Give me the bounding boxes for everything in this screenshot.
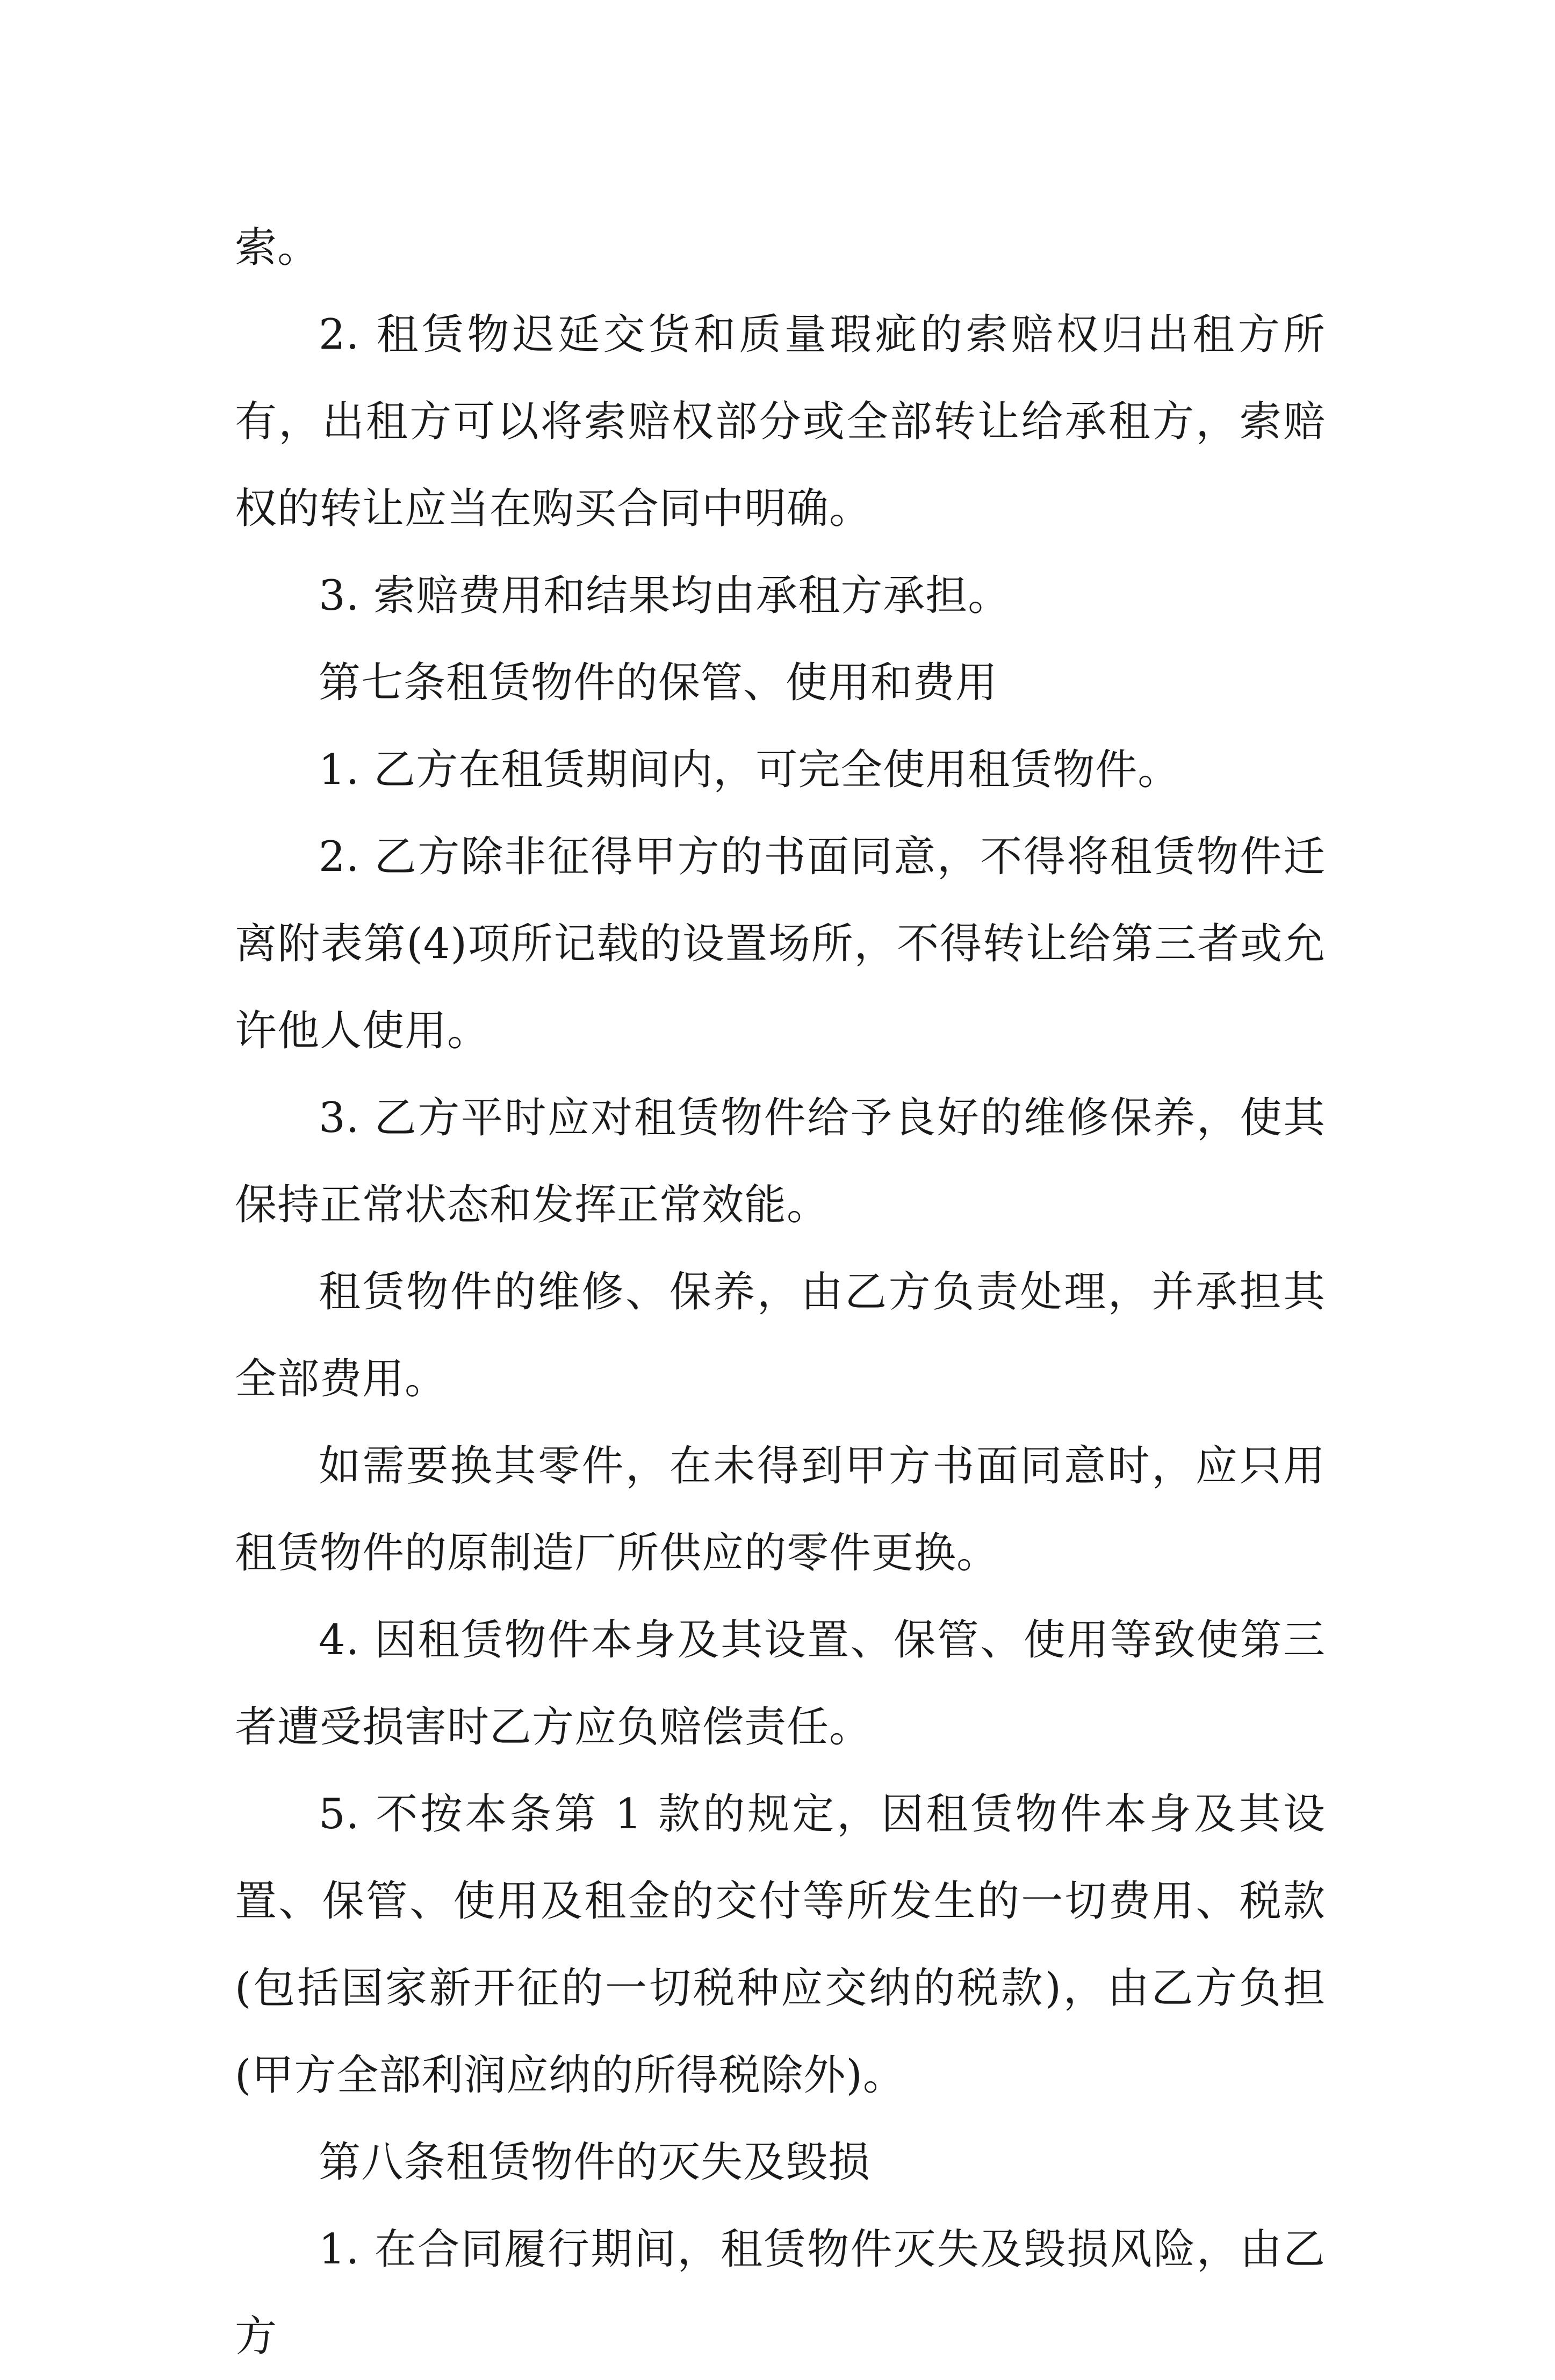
paragraph-third-party-damage: 4. 因租赁物件本身及其设置、保管、使用等致使第三者遭受损害时乙方应负赔偿责任。 (235, 1616, 1326, 1751)
paragraph-parts-replacement: 如需要换其零件，在未得到甲方书面同意时，应只用租赁物件的原制造厂所供应的零件更换。 (235, 1442, 1326, 1577)
paragraph-loss-risk: 1. 在合同履行期间，租赁物件灭失及毁损风险，由乙方 (235, 2225, 1326, 2361)
paragraph-continuation: 索。 (235, 223, 320, 272)
paragraph-maintenance-costs: 租赁物件的维修、保养，由乙方负责处理，并承担其全部费用。 (235, 1268, 1326, 1403)
paragraph-claim-costs: 3. 索赔费用和结果均由承租方承担。 (319, 572, 1011, 620)
paragraph-claim-right-transfer: 2. 租赁物迟延交货和质量瑕疵的索赔权归出租方所有，出租方可以将索赔权部分或全部转让给承租方，索赔权的转让应当在购买合同中明确。 (235, 311, 1326, 533)
paragraph-no-relocation: 2. 乙方除非征得甲方的书面同意，不得将租赁物件迁离附表第(4)项所记载的设置场所，不得转让给第三者或允许他人使用。 (235, 833, 1326, 1055)
article-8-heading: 第八条租赁物件的灭失及毁损 (319, 2138, 871, 2187)
article-7-heading: 第七条租赁物件的保管、使用和费用 (319, 659, 998, 707)
paragraph-full-use: 1. 乙方在租赁期间内，可完全使用租赁物件。 (319, 746, 1180, 794)
paragraph-fees-and-taxes: 5. 不按本条第 1 款的规定，因租赁物件本身及其设置、保管、使用及租金的交付等所发生的一切费用、税款(包括国家新开征的一切税种应交纳的税款)，由乙方负担(甲方全部利润应纳的所得税除外)。 (235, 1790, 1326, 2100)
paragraph-maintenance: 3. 乙方平时应对租赁物件给予良好的维修保养，使其保持正常状态和发挥正常效能。 (235, 1094, 1326, 1229)
document-body (235, 204, 1326, 2380)
